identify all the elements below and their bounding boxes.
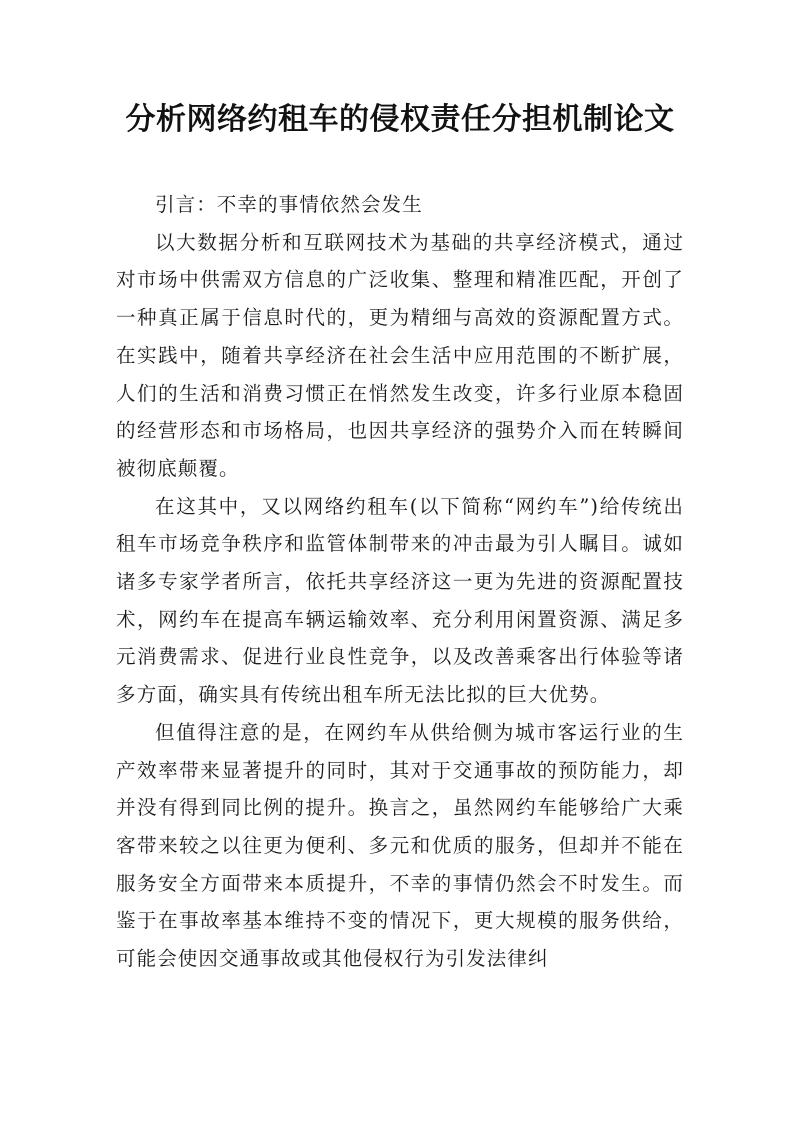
paragraph-3: 但值得注意的是，在网约车从供给侧为城市客运行业的生产效率带来显著提升的同时，其对于交通事故的预防能力，却并没有得到同比例的提升。换言之，虽然网约车能够给广大乘客带来较之以往更为便利、多元和优质的服务，但却并不能在服务安全方面带来本质提升，不幸的事情仍然会不时发生。而鉴于在事故率基本维持不变的情况下，更大规模的服务供给，可能会使因交通事故或其他侵权行为引发法律纠 <box>116 720 684 971</box>
paragraph-2: 在这其中，又以网络约租车(以下简称“网约车”)给传统出租车市场竞争秩序和监管体制带来的冲击最为引人瞩目。诚如诸多专家学者所言，依托共享经济这一更为先进的资源配置技术，网约车在提高车辆运输效率、充分利用闲置资源、满足多元消费需求、促进行业良性竞争，以及改善乘客出行体验等诸多方面，确实具有传统出租车所无法比拟的巨大优势。 <box>116 494 684 707</box>
document-body <box>116 186 684 978</box>
paragraph-1: 以大数据分析和互联网技术为基础的共享经济模式，通过对市场中供需双方信息的广泛收集、整理和精准匹配，开创了一种真正属于信息时代的，更为精细与高效的资源配置方式。在实践中，随着共享经济在社会生活中应用范围的不断扩展，人们的生活和消费习惯正在悄然发生改变，许多行业原本稳固的经营形态和市场格局，也因共享经济的强势介入而在转瞬间被彻底颠覆。 <box>116 230 684 480</box>
document-title: 分析网络约租车的侵权责任分担机制论文 <box>125 102 675 137</box>
paragraph-intro-heading: 引言：不幸的事情依然会发生 <box>155 193 423 216</box>
